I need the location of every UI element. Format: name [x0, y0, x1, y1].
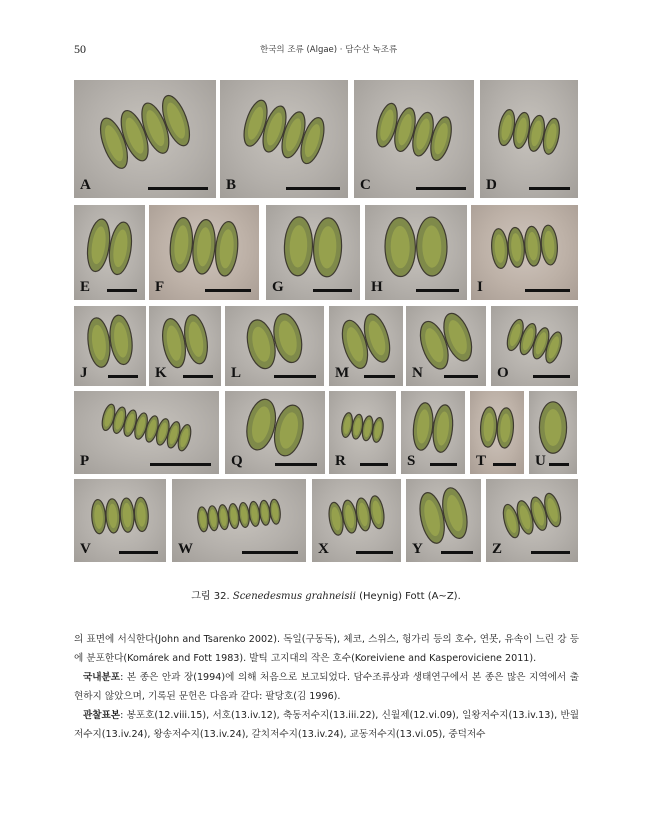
scale-bar — [444, 375, 478, 378]
page-number: 50 — [74, 42, 86, 56]
panel-label: W — [178, 541, 193, 557]
scale-bar — [360, 463, 388, 466]
micrograph-panel-k — [149, 306, 221, 386]
paragraph-habitat: 의 표면에 서식한다(John and Tsarenko 2002). 독일(구동독), 체코, 스위스, 헝가리 등의 호수, 연못, 유속이 느린 강 등에 분포한다(Komárek and Fott 1983). 발틱 고지대의 작은 호수(Koreiviene and Kasperoviciene 2011). — [74, 634, 579, 664]
specimens-label: 관찰표본 — [83, 710, 121, 721]
scale-bar — [533, 375, 570, 378]
panel-label: F — [155, 279, 165, 295]
scale-bar — [525, 289, 570, 292]
micrograph-panel-f — [149, 205, 259, 300]
scale-bar — [529, 187, 570, 190]
panel-label: Z — [492, 541, 503, 557]
scale-bar — [313, 289, 352, 292]
panel-label: Y — [412, 541, 423, 557]
panel-label: G — [272, 279, 284, 295]
micrograph-panel-c — [354, 80, 474, 198]
micrograph-panel-l — [225, 306, 324, 386]
scale-bar — [242, 551, 298, 554]
micrograph-panel-r — [329, 391, 396, 474]
micrograph-panel-w — [172, 479, 306, 562]
panel-label: A — [80, 177, 91, 193]
scale-bar — [148, 187, 208, 190]
panel-label: E — [80, 279, 91, 295]
cell-colony — [74, 80, 216, 198]
scale-bar — [416, 289, 459, 292]
panel-label: K — [155, 365, 167, 381]
scale-bar — [119, 551, 158, 554]
panel-label: I — [477, 279, 483, 295]
running-head: 한국의 조류 (Algae) · 담수산 녹조류 — [260, 45, 398, 55]
scale-bar — [364, 375, 395, 378]
panel-label: Q — [231, 453, 243, 469]
domestic-distribution-label: 국내분포 — [83, 672, 121, 683]
cell-colony — [354, 80, 474, 198]
specimens-text: : 봉포호(12.viii.15), 서호(13.iv.12), 축동저수지(13.iii.22), 신월제(12.vi.09), 일왕저수지(13.iv.13), 반월저수지(13.iv.24), 왕송저수지(13.iv.24), 갈치저수지(13.iv.24), 교동저수지(13.vi.05), 중덕저수 — [74, 710, 579, 740]
micrograph-panel-a — [74, 80, 216, 198]
micrograph-panel-b — [220, 80, 348, 198]
panel-label: D — [486, 177, 497, 193]
scale-bar — [549, 463, 569, 466]
cell-colony — [471, 205, 578, 300]
micrograph-panel-y — [406, 479, 481, 562]
micrograph-panel-s — [401, 391, 465, 474]
chloroplast — [545, 409, 562, 446]
page-header — [74, 42, 579, 60]
panel-label: B — [226, 177, 237, 193]
caption-prefix: 그림 32. — [191, 591, 230, 602]
micrograph-panel-o — [491, 306, 578, 386]
paragraph-specimens — [74, 706, 579, 744]
panel-label: R — [335, 453, 346, 469]
scale-bar — [150, 463, 211, 466]
body-text — [74, 630, 579, 744]
scale-bar — [183, 375, 213, 378]
panel-label: L — [231, 365, 242, 381]
scale-bar — [531, 551, 570, 554]
caption-species: Scenedesmus grahneisii — [232, 591, 356, 602]
scale-bar — [107, 289, 137, 292]
panel-label: H — [371, 279, 383, 295]
panel-label: U — [535, 453, 546, 469]
micrograph-panel-q — [225, 391, 325, 474]
micrograph-panel-p — [74, 391, 219, 474]
panel-label: S — [407, 453, 416, 469]
micrograph-panel-v — [74, 479, 166, 562]
micrograph-panel-u — [529, 391, 577, 474]
micrograph-panel-x — [312, 479, 401, 562]
panel-label: M — [335, 365, 350, 381]
micrograph-panel-i — [471, 205, 578, 300]
scale-bar — [275, 463, 317, 466]
domestic-distribution-text: : 본 종은 안과 장(1994)에 의해 처음으로 보고되었다. 담수조류상과 생태연구에서 본 종은 많은 지역에서 출현하지 않았으며, 기록된 문헌은 다음과 같다: 팔당호(김 1996). — [74, 672, 579, 702]
scale-bar — [441, 551, 473, 554]
micrograph-panel-n — [406, 306, 486, 386]
scale-bar — [274, 375, 316, 378]
scale-bar — [286, 187, 340, 190]
panel-label: J — [80, 365, 88, 381]
scale-bar — [356, 551, 393, 554]
paragraph-domestic-distribution — [74, 668, 579, 706]
micrograph-panel-d — [480, 80, 578, 198]
figure-caption — [0, 587, 652, 602]
caption-suffix: (Heynig) Fott (A~Z). — [359, 591, 461, 602]
micrograph-panel-h — [365, 205, 467, 300]
scale-bar — [416, 187, 466, 190]
panel-label: O — [497, 365, 509, 381]
cell-colony — [74, 391, 219, 474]
panel-label: X — [318, 541, 329, 557]
scale-bar — [205, 289, 251, 292]
panel-label: P — [80, 453, 90, 469]
micrograph-panel-t — [470, 391, 524, 474]
micrograph-panel-g — [266, 205, 360, 300]
cell-colony — [149, 205, 259, 300]
panel-label: V — [80, 541, 91, 557]
scale-bar — [430, 463, 457, 466]
panel-label: C — [360, 177, 371, 193]
cell-colony — [220, 80, 348, 198]
micrograph-panel-e — [74, 205, 145, 300]
micrograph-panel-m — [329, 306, 403, 386]
panel-label: N — [412, 365, 423, 381]
micrograph-panel-z — [486, 479, 578, 562]
panel-label: T — [476, 453, 487, 469]
micrograph-panel-j — [74, 306, 146, 386]
scale-bar — [493, 463, 516, 466]
scale-bar — [108, 375, 138, 378]
